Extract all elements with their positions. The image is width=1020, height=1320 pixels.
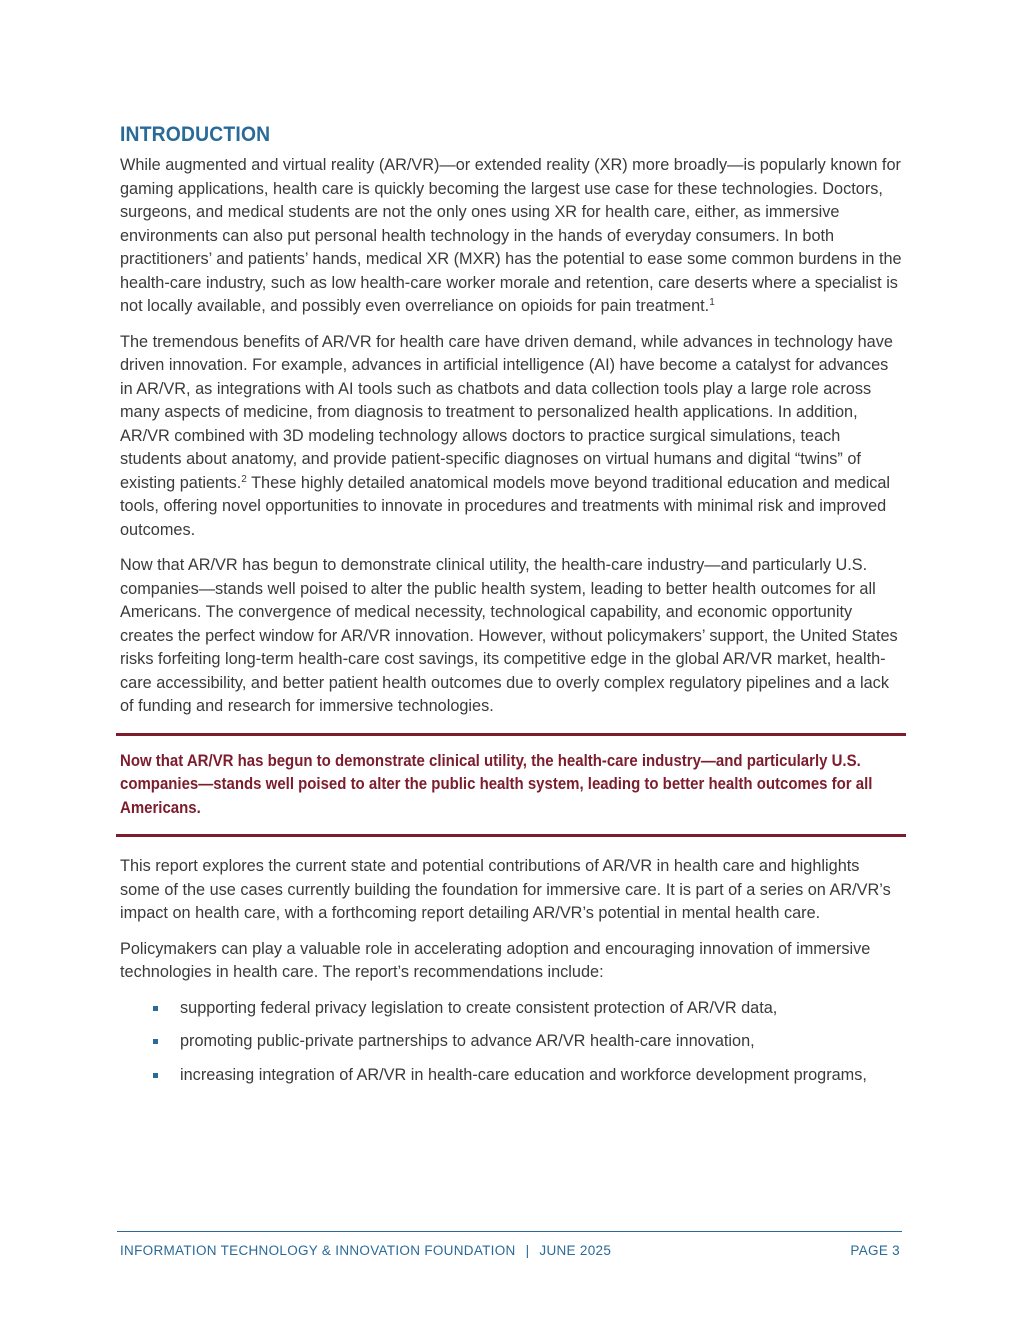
list-item-text: supporting federal privacy legislation to create consistent protection of AR/VR data, xyxy=(180,998,778,1017)
pull-quote-text: Now that AR/VR has begun to demonstrate clinical utility, the health-care industry—and particularly U.S. companies—stands well poised to alter the public health system, leading to better health outcomes for all Americans. xyxy=(120,751,873,817)
intro-paragraph-3: Now that AR/VR has begun to demonstrate clinical utility, the health-care industry—and particularly U.S. companies—stands well poised to alter the public health system, leading to better health outcomes for all Americans. The convergence of medical necessity, technological capability, and economic opportunity creates the perfect window for AR/VR innovation. However, without policymakers’ support, the United States risks forfeiting long-term health-care cost savings, its competitive edge in the global AR/VR market, health-care accessibility, and better patient health outcomes due to overly complex regulatory pipelines and a lack of funding and research for immersive technologies. xyxy=(120,556,898,715)
square-bullet-icon xyxy=(153,1006,158,1011)
square-bullet-icon xyxy=(153,1073,158,1078)
footer-separator: | xyxy=(525,1243,530,1258)
footnote-ref-1[interactable]: 1 xyxy=(709,297,715,308)
section-title: INTRODUCTION xyxy=(120,123,271,146)
footer-date: JUNE 2025 xyxy=(539,1243,612,1258)
intro-paragraph-2 xyxy=(120,331,902,543)
intro-paragraph-1-text: While augmented and virtual reality (AR/VR)—or extended reality (XR) more broadly—is popularly known for gaming applications, health care is quickly becoming the largest use case for these technologies. Doctors, surgeons, and medical students are not the only ones using XR for health care, either, as immersive environments can also put personal health technology in the hands of everyday consumers. In both practitioners’ and patients’ hands, medical XR (MXR) has the potential to ease some common burdens in the health-care industry, such as low health-care worker morale and retention, care deserts where a specialist is not locally available, and possibly even overreliance on opioids for pain treatment. xyxy=(120,156,902,315)
list-item xyxy=(120,997,902,1021)
intro-paragraph-5: Policymakers can play a valuable role in accelerating adoption and encouraging innovation of immersive technologies in health care. The report’s recommendations include: xyxy=(120,939,871,981)
footnote-ref-2[interactable]: 2 xyxy=(241,473,247,485)
intro-paragraph-2-continued: These highly detailed anatomical models move beyond traditional education and medical tools, offering novel opportunities to innovate in procedures and treatments with minimal risk and improved outcomes. xyxy=(120,473,891,539)
footer-left xyxy=(120,1243,611,1258)
list-item-text: promoting public-private partnerships to advance AR/VR health-care innovation, xyxy=(180,1032,755,1050)
page-content xyxy=(120,122,902,1097)
list-item xyxy=(120,1064,902,1088)
footer-page-number: PAGE 3 xyxy=(850,1243,900,1258)
pull-quote xyxy=(116,733,906,838)
footer-organization: INFORMATION TECHNOLOGY & INNOVATION FOUNDATION xyxy=(120,1243,516,1258)
list-item-text: increasing integration of AR/VR in health-care education and workforce development programs, xyxy=(180,1065,867,1084)
footer-divider xyxy=(117,1231,902,1232)
list-item xyxy=(120,1030,902,1054)
page-footer xyxy=(120,1243,900,1258)
recommendations-list xyxy=(120,997,902,1088)
intro-paragraph-1 xyxy=(120,154,902,319)
square-bullet-icon xyxy=(153,1039,158,1044)
intro-paragraph-2-text: The tremendous benefits of AR/VR for health care have driven demand, while advances in technology have driven innovation. For example, advances in artificial intelligence (AI) have become a catalyst for advances in AR/VR, as integrations with AI tools such as chatbots and data collection tools play a large role across many aspects of medicine, from diagnosis to treatment to personalized health applications. In addition, AR/VR combined with 3D modeling technology allows doctors to practice surgical simulations, teach students about anatomy, and provide patient-specific diagnoses on virtual humans and digital “twins” of existing patients. xyxy=(120,332,893,492)
intro-paragraph-4: This report explores the current state and potential contributions of AR/VR in health care and highlights some of the use cases currently building the foundation for immersive care. It is part of a series on AR/VR’s impact on health care, with a forthcoming report detailing AR/VR’s potential in mental health care. xyxy=(120,857,891,922)
